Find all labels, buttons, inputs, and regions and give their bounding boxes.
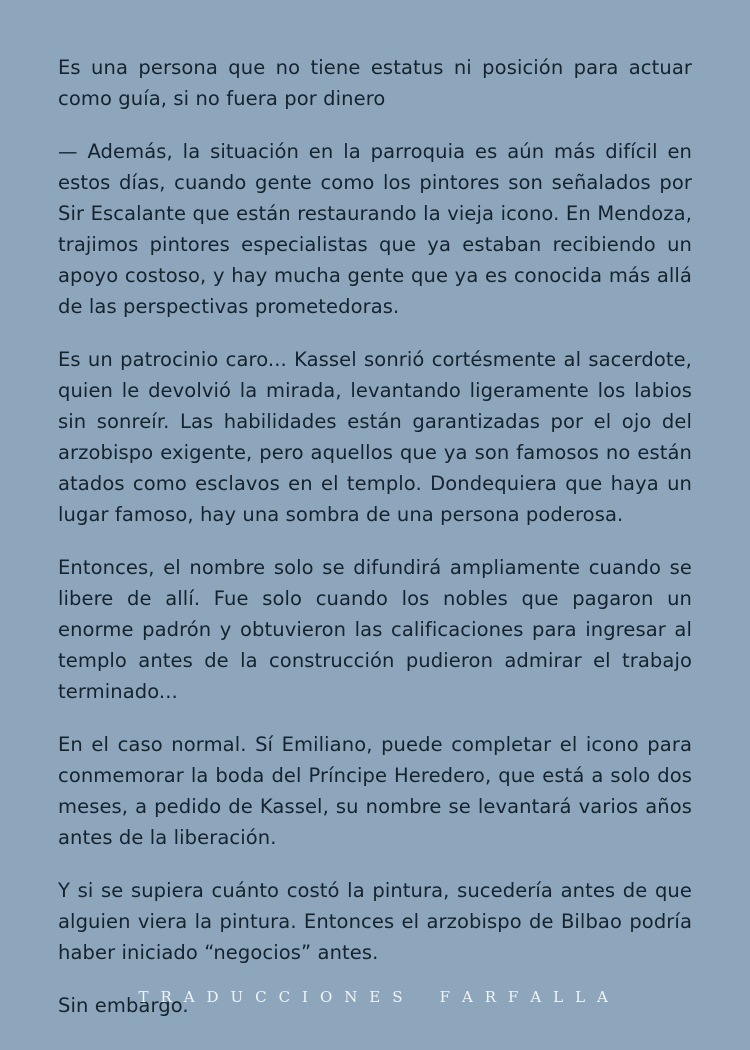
paragraph: En el caso normal. Sí Emiliano, puede completar el icono para conmemorar la boda del Príncipe Heredero, que está a solo dos meses, a pedido de Kassel, su nombre se levantará varios años antes de la liberación. bbox=[58, 733, 692, 849]
paragraph: Es un patrocinio caro... Kassel sonrió cortésmente al sacerdote, quien le devolvió la mirada, levantando ligeramente los labios sin sonreír. Las habilidades están garantizadas por el ojo del arzobispo exigente, pero aquellos que ya son famosos no están atados como esclavos en el templo. Dondequiera que haya un lugar famoso, hay una sombra de una persona poderosa. bbox=[58, 348, 692, 526]
document-body bbox=[58, 52, 692, 1050]
paragraph: Y si se supiera cuánto costó la pintura, sucedería antes de que alguien viera la pintura. Entonces el arzobispo de Bilbao podría haber iniciado “negocios” antes. bbox=[58, 879, 692, 964]
paragraph: — Además, la situación en la parroquia es aún más difícil en estos días, cuando gente como los pintores son señalados por Sir Escalante que están restaurando la vieja icono. En Mendoza, trajimos pintores especialistas que ya estaban recibiendo un apoyo costoso, y hay mucha gente que ya es conocida más allá de las perspectivas prometedoras. bbox=[58, 140, 692, 318]
paragraph: Entonces, el nombre solo se difundirá ampliamente cuando se libere de allí. Fue solo cuando los nobles que pagaron un enorme padrón y obtuvieron las calificaciones para ingresar al templo antes de la construcción pudieron admirar el trabajo terminado... bbox=[58, 556, 692, 703]
footer-watermark-text: T R A D U C C I O N E S F A R F A L L A bbox=[138, 988, 612, 1006]
paragraph: Es una persona que no tiene estatus ni posición para actuar como guía, si no fuera por dinero bbox=[58, 56, 692, 110]
footer-watermark bbox=[0, 987, 750, 1006]
paragraph: Sin embargo. bbox=[58, 994, 189, 1017]
